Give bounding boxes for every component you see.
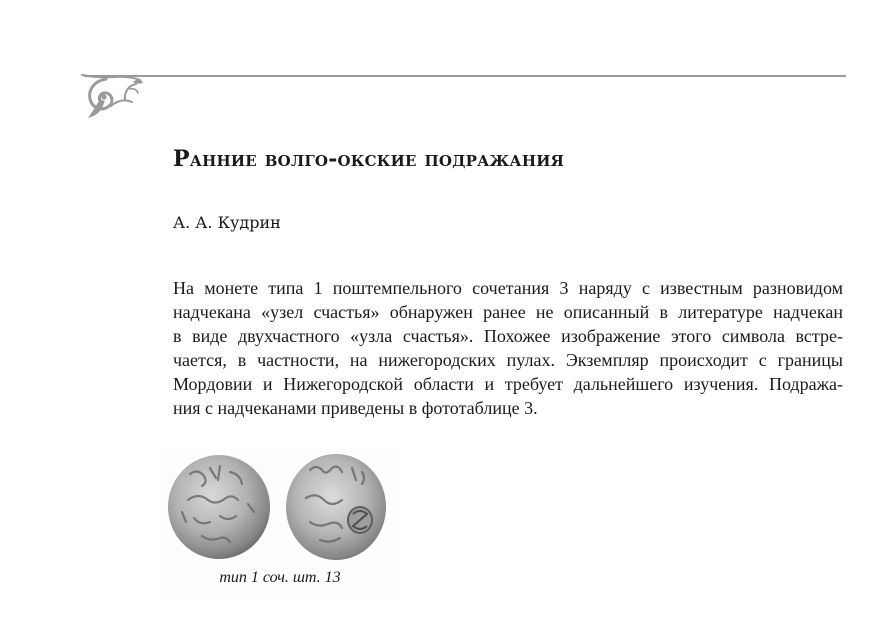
paragraph-line: в виде двухчастного «узла счастья». Похожее изображение этого символа встре-: [173, 326, 843, 346]
author-name: А. А. Кудрин: [173, 213, 281, 232]
header-rule: [84, 75, 846, 77]
coin-figure: [160, 448, 400, 596]
paragraph-line: надчекана «узел счастья» обнаружен ранее не описанный в литературе надчекан: [173, 302, 843, 322]
body-paragraph: [173, 276, 843, 420]
coin-obverse: [168, 455, 270, 559]
article-title: Ранние волго-окские подражания: [173, 146, 565, 172]
countermark: [348, 507, 372, 533]
figure-caption: тип 1 соч. шт. 13: [219, 569, 341, 586]
paragraph-line: Мордовии и Нижегородской области и требует дальнейшего изучения. Подража-: [173, 374, 843, 394]
fleuron-ornament-icon: [80, 72, 146, 120]
paragraph-line: На монете типа 1 поштемпельного сочетания 3 наряду с известным разновидом: [173, 278, 843, 298]
paragraph-line: чается, в частности, на нижегородских пулах. Экземпляр происходит с границы: [173, 350, 843, 370]
coin-photo: [160, 448, 400, 570]
coin-reverse: [286, 454, 386, 560]
paragraph-line: ния с надчеканами приведены в фототаблице 3.: [173, 398, 538, 418]
